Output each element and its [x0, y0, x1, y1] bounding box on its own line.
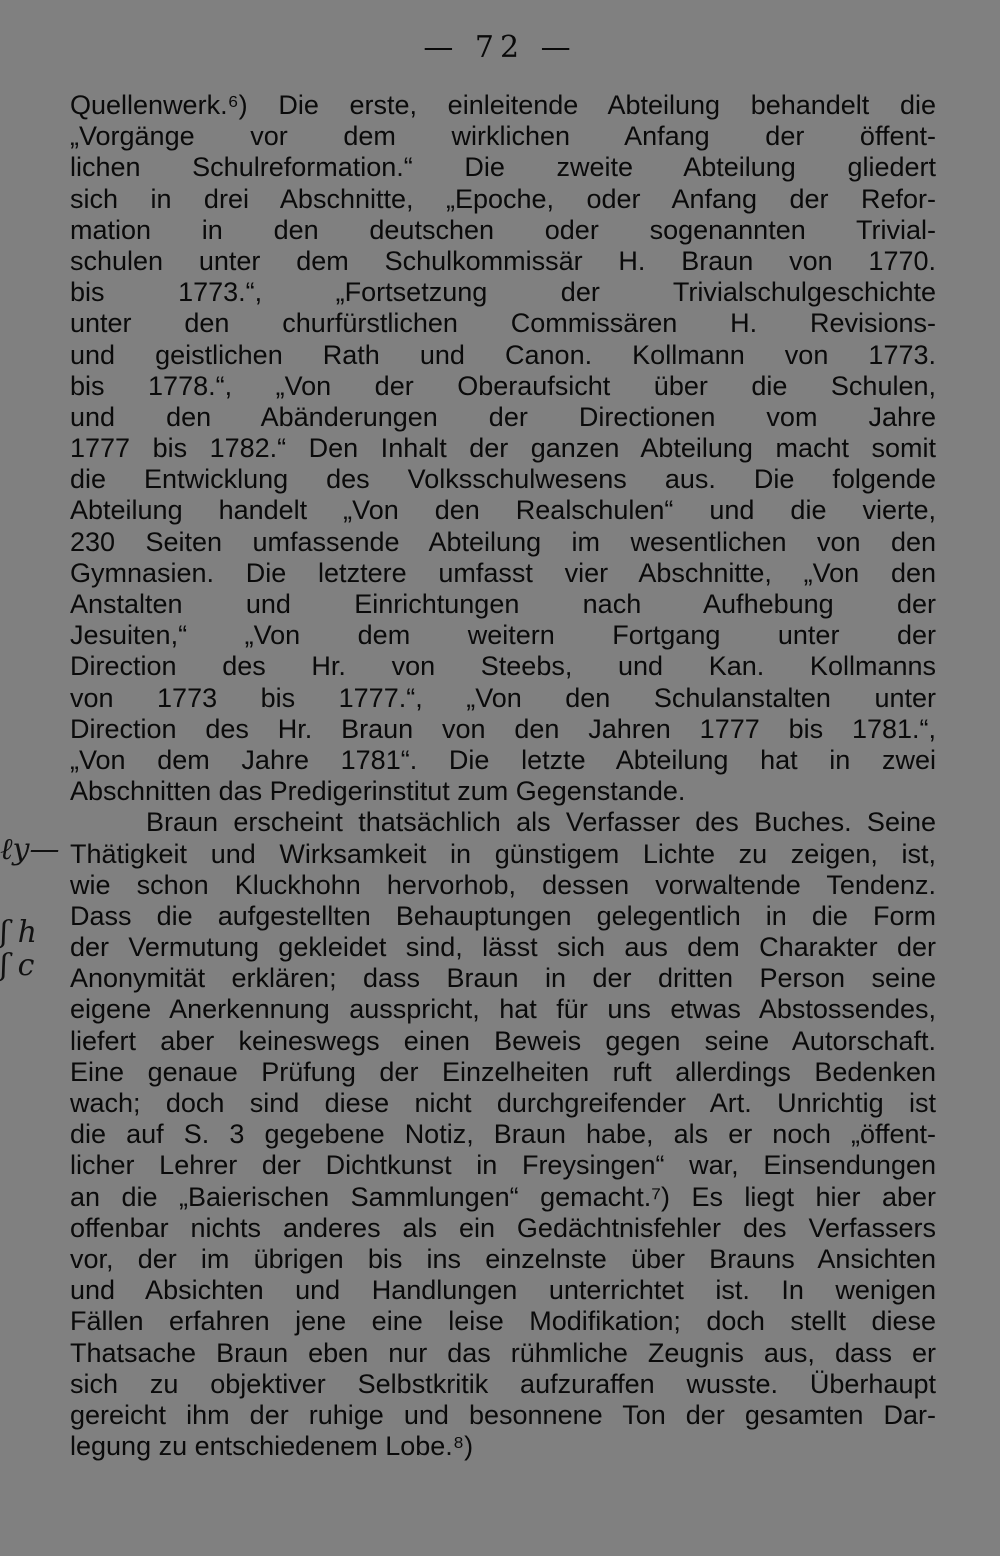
text-line: sich in drei Abschnitte, „Epoche, oder Anfang der Refor- [70, 183, 936, 214]
text-line: lichen Schulreformation.“ Die zweite Abteilung gliedert [70, 152, 936, 183]
text-line: der Vermutung gekleidet sind, lässt sich aus dem Charakter der [70, 932, 936, 963]
page-number: — 72 — [423, 30, 577, 65]
text-line: „Von dem Jahre 1781“. Die letzte Abteilung hat in zwei [70, 744, 936, 775]
text-line: eigene Anerkennung ausspricht, hat für uns etwas Abstossendes, [70, 994, 936, 1025]
text-line: mation in den deutschen oder sogenannten Trivial- [70, 214, 936, 245]
text-line: Dass die aufgestellten Behauptungen gelegentlich in die Form [70, 900, 936, 931]
text-line: Gymnasien. Die letztere umfasst vier Abschnitte, „Von den [70, 557, 936, 588]
text-line: und geistlichen Rath und Canon. Kollmann von 1773. [70, 339, 936, 370]
text-line: Abschnitten das Predigerinstitut zum Gegenstande. [70, 776, 686, 807]
text-line: Eine genaue Prüfung der Einzelheiten ruft allerdings Bedenken [70, 1056, 936, 1087]
text-line: licher Lehrer der Dichtkunst in Freysingen“ war, Einsendungen [70, 1150, 936, 1181]
text-line: bis 1773.“, „Fortsetzung der Trivialschulgeschichte [70, 277, 936, 308]
text-line: gereicht ihm der ruhige und besonnene Ton der gesamten Dar- [70, 1399, 936, 1430]
text-line: und den Abänderungen der Directionen vom Jahre [70, 401, 936, 432]
text-line: die auf S. 3 gegebene Notiz, Braun habe, als er noch „öffent- [70, 1119, 936, 1150]
text-line: Anonymität erklären; dass Braun in der dritten Person seine [70, 963, 936, 994]
text-line: Thätigkeit und Wirksamkeit in günstigem Lichte zu zeigen, ist, [70, 838, 936, 869]
text-line: Quellenwerk.⁶) Die erste, einleitende Abteilung behandelt die [70, 90, 936, 120]
text-line: Anstalten und Einrichtungen nach Aufhebung der [70, 589, 936, 619]
text-line: 230 Seiten umfassende Abteilung im wesentlichen von den [70, 526, 936, 557]
text-line: Direction des Hr. Braun von den Jahren 1777 bis 1781.“, [70, 713, 936, 744]
text-line: unter den churfürstlichen Commissären H. Revisions- [70, 308, 936, 339]
text-line: Abteilung handelt „Von den Realschulen“ und die vierte, [70, 495, 936, 526]
text-line: 1777 bis 1782.“ Den Inhalt der ganzen Abteilung macht somit [70, 433, 936, 464]
text-line: offenbar nichts anderes als ein Gedächtnisfehler des Verfassers [70, 1212, 936, 1243]
text-line: legung zu entschiedenem Lobe.⁸) [70, 1431, 474, 1462]
text-line: vor, der im übrigen bis ins einzelnste über Brauns Ansichten [70, 1243, 936, 1274]
text-line: bis 1778.“, „Von der Oberaufsicht über die Schulen, [70, 370, 936, 401]
text-line: und Absichten und Handlungen unterrichtet ist. In wenigen [70, 1275, 936, 1306]
margin-mark: ʃ h [0, 915, 38, 950]
text-line: sich zu objektiver Selbstkritik aufzuraffen wusste. Überhaupt [70, 1368, 936, 1399]
text-line: von 1773 bis 1777.“, „Von den Schulanstalten unter [70, 682, 936, 713]
text-line: Direction des Hr. von Steebs, und Kan. Kollmanns [70, 651, 936, 682]
text-line: die Entwicklung des Volksschulwesens aus. Die folgende [70, 464, 936, 495]
text-line: an die „Baierischen Sammlungen“ gemacht.⁷) Es liegt hier aber [70, 1181, 936, 1212]
body-text [70, 90, 936, 1462]
text-line: Thatsache Braun eben nur das rühmliche Zeugnis aus, dass er [70, 1337, 936, 1368]
text-line: wie schon Kluckhohn hervorhob, dessen vorwaltende Tendenz. [70, 869, 936, 900]
margin-mark: ℓy— [0, 832, 60, 867]
text-line: Jesuiten,“ „Von dem weitern Fortgang unter der [70, 620, 936, 651]
text-line: Braun erscheint thatsächlich als Verfasser des Buches. Seine [146, 807, 936, 838]
margin-mark: ʃ c [0, 948, 35, 983]
text-line: „Vorgänge vor dem wirklichen Anfang der öffent- [70, 121, 936, 152]
text-line: wach; doch sind diese nicht durchgreifender Art. Unrichtig ist [70, 1088, 936, 1118]
text-line: Fällen erfahren jene eine leise Modifikation; doch stellt diese [70, 1306, 936, 1337]
text-line: liefert aber keineswegs einen Beweis gegen seine Autorschaft. [70, 1025, 936, 1056]
text-line: schulen unter dem Schulkommissär H. Braun von 1770. [70, 245, 936, 276]
